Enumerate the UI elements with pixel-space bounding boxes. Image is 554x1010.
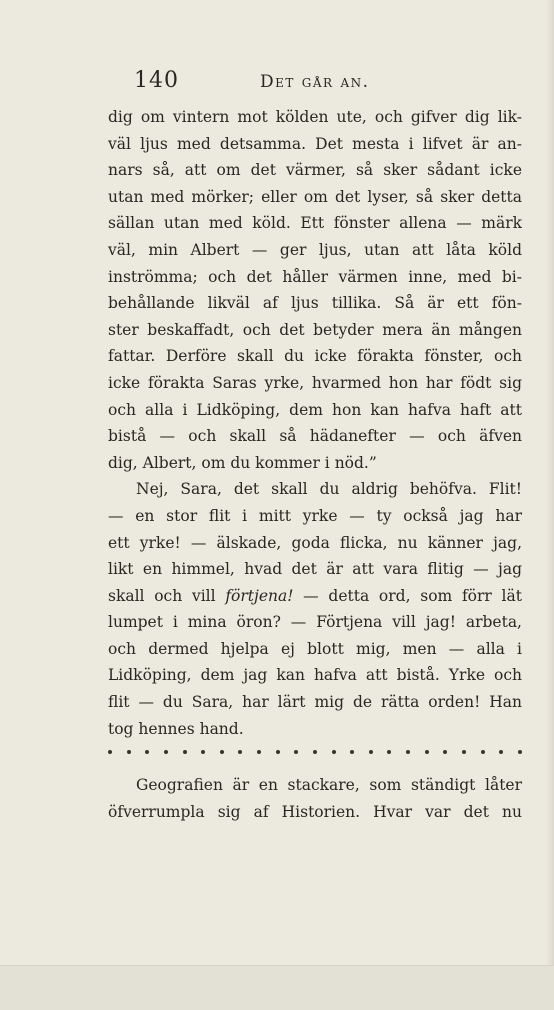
- text-line: väl ljus med detsamma. Det mesta i lifvet är an-: [108, 134, 522, 153]
- text-line: bistå — och skall så hädanefter — och äfven: [108, 427, 522, 446]
- text-line: icke förakta Saras yrke, hvarmed hon har födt sig: [108, 373, 522, 392]
- text-line: nars så, att om det värmer, så sker sådant icke: [108, 161, 522, 180]
- text-line: väl, min Albert — ger ljus, utan att låta köld: [108, 240, 522, 259]
- text-segment: skall och vill: [108, 586, 226, 605]
- page-edge-shadow: [546, 0, 554, 965]
- text-line: fattar. Derföre skall du icke förakta fönster, och: [108, 347, 522, 366]
- text-line: inströmma; och det håller värmen inne, med bi-: [108, 267, 522, 286]
- body-text-continued: [108, 772, 522, 825]
- section-divider-dots: [108, 750, 522, 754]
- text-line: — en stor flit i mitt yrke — ty också jag har: [108, 506, 522, 525]
- text-line: likt en himmel, hvad det är att vara flitig — jag: [108, 560, 522, 579]
- page-header: [134, 68, 524, 98]
- text-line: dig om vintern mot kölden ute, och gifver dig lik-: [108, 108, 522, 126]
- text-line: behållande likväl af ljus tillika. Så är ett fön-: [108, 294, 522, 313]
- text-line: lumpet i mina öron? — Förtjena vill jag! arbeta,: [108, 613, 522, 632]
- text-line: ett yrke! — älskade, goda flicka, nu känner jag,: [108, 533, 522, 552]
- text-line: Nej, Sara, det skall du aldrig behöfva. Flit!: [136, 480, 522, 499]
- text-line: tog hennes hand.: [108, 719, 244, 738]
- text-line: och alla i Lidköping, dem hon kan hafva haft att: [108, 400, 522, 419]
- text-line: Lidköping, dem jag kan hafva att bistå. Yrke och: [108, 666, 522, 685]
- text-line: utan med mörker; eller om det lyser, så sker detta: [108, 187, 522, 206]
- text-line: Geografien är en stackare, som ständigt låter: [136, 776, 522, 794]
- text-line: och dermed hjelpa ej blott mig, men — alla i: [108, 639, 522, 658]
- text-line: dig, Albert, om du kommer i nöd.”: [108, 453, 377, 472]
- body-text: [108, 104, 522, 742]
- emphasized-word: förtjena!: [225, 586, 294, 605]
- page-bottom-margin: [0, 965, 554, 1010]
- text-line: sällan utan med köld. Ett fönster allena — märk: [108, 214, 522, 233]
- text-line: flit — du Sara, har lärt mig de rätta orden! Han: [108, 693, 522, 712]
- text-segment: — detta ord, som förr lät: [293, 586, 522, 605]
- running-title: Det går an.: [260, 72, 370, 92]
- text-line: [108, 583, 522, 610]
- text-line: ster beskaffadt, och det betyder mera än mången: [108, 320, 522, 339]
- page-number: 140: [134, 68, 179, 93]
- text-line: öfverrumpla sig af Historien. Hvar var det nu: [108, 802, 522, 821]
